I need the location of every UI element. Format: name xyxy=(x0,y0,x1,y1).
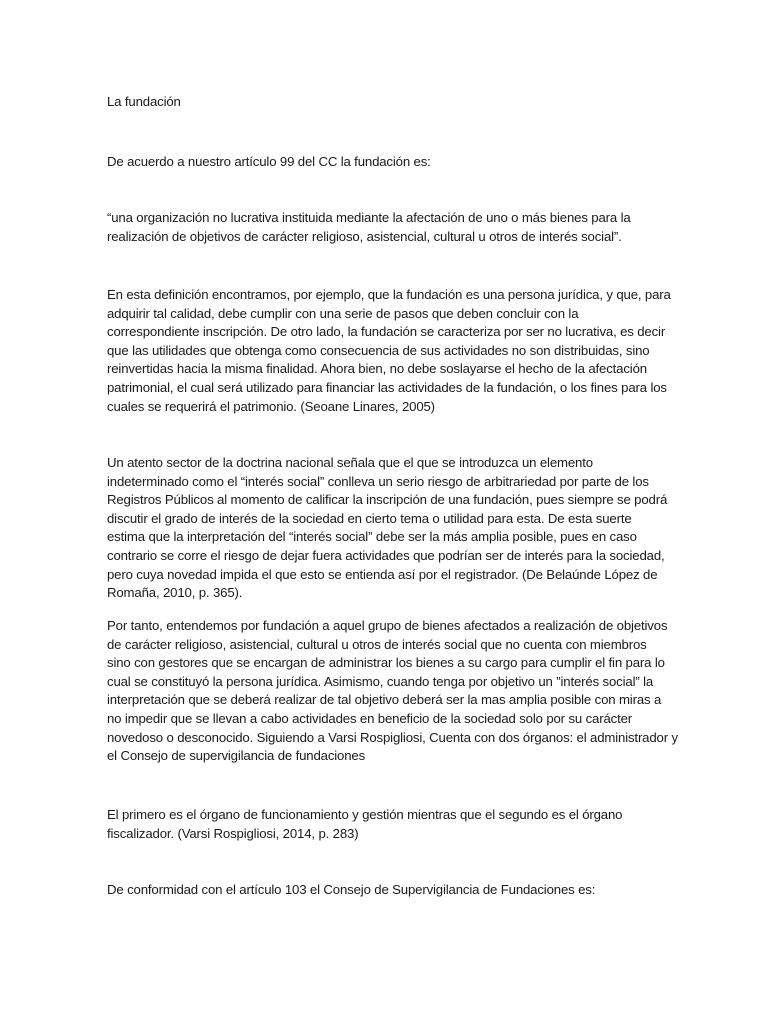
paragraph-quote-definition xyxy=(107,209,663,246)
text-line: reinvertidas hacia la misma finalidad. Ahora bien, no debe soslayarse el hecho de la afectación xyxy=(107,361,647,377)
text-line: De acuerdo a nuestro artículo 99 del CC la fundación es: xyxy=(107,154,431,169)
text-line: Un atento sector de la doctrina nacional señala que el que se introduzca un elemento xyxy=(107,455,593,470)
text-line: de carácter religioso, asistencial, cultural u otros de interés social que no cuenta con miembros xyxy=(107,636,647,652)
text-line: sino con gestores que se encargan de administrar los bienes a su cargo para cumplir el fin para lo xyxy=(107,655,665,671)
paragraph-definition-analysis xyxy=(107,286,671,416)
text-line: indeterminado como el “interés social” conlleva un serio riesgo de arbitrariedad por parte de los xyxy=(107,473,649,489)
text-line: De conformidad con el artículo 103 el Consejo de Supervigilancia de Fundaciones es: xyxy=(107,882,596,897)
text-line: no impedir que se llevan a cabo actividades en beneficio de la sociedad solo por su carácter xyxy=(107,710,633,726)
text-line: correspondiente inscripción. De otro lado, la fundación se caracteriza por ser no lucrativa, es decir xyxy=(107,324,666,340)
text-line: cual se constituyó la persona jurídica. Asimismo, cuando tenga por objetivo un ”interés social” la xyxy=(107,673,654,689)
text-line: contrario se corre el riesgo de dejar fuera actividades que podrían ser de interés para la sociedad, xyxy=(107,547,665,563)
text-line: discutir el grado de interés de la sociedad en cierto tema o utilidad para esta. De esta suerte xyxy=(107,510,632,526)
paragraph-intro xyxy=(107,153,663,172)
text-line: novedoso o desconocido. Siguiendo a Varsi Rospigliosi, Cuenta con dos órganos: el administrador y xyxy=(107,729,678,745)
text-line: fiscalizador. (Varsi Rospigliosi, 2014, p. 283) xyxy=(107,825,359,841)
paragraph-conclusion xyxy=(107,617,678,766)
text-line: “una organización no lucrativa instituida mediante la afectación de uno o más bienes para la xyxy=(107,210,631,225)
text-line: que las utilidades que obtenga como consecuencia de sus actividades no son distribuidas, sino xyxy=(107,342,650,358)
text-line: Romaña, 2010, p. 365). xyxy=(107,585,243,601)
paragraph-article-103 xyxy=(107,881,663,900)
text-line: cuales se requerirá el patrimonio. (Seoane Linares, 2005) xyxy=(107,398,435,414)
text-line: adquirir tal calidad, debe cumplir con una serie de pasos que deben concluir con la xyxy=(107,305,579,321)
text-line: En esta definición encontramos, por ejemplo, que la fundación es una persona jurídica, y que, para xyxy=(107,287,671,302)
text-line: La fundación xyxy=(107,94,181,109)
text-line: Registros Públicos al momento de calificar la inscripción de una fundación, pues siempre se podrá xyxy=(107,492,668,508)
text-line: Por tanto, entendemos por fundación a aquel grupo de bienes afectados a realización de objetivos xyxy=(107,618,668,633)
text-line: pero cuya novedad impida el que esto se entienda así por el registrador. (De Belaúnde López de xyxy=(107,566,658,582)
text-line: estima que la interpretación del “interés social” debe ser la más amplia posible, pues en caso xyxy=(107,529,637,545)
text-line: interpretación que se deberá realizar de tal objetivo deberá ser la mas amplia posible con miras a xyxy=(107,692,662,708)
paragraph-doctrine xyxy=(107,454,668,603)
text-line: El primero es el órgano de funcionamiento y gestión mientras que el segundo es el órgano xyxy=(107,807,623,822)
text-line: el Consejo de supervigilancia de fundaciones xyxy=(107,748,366,764)
text-line: patrimonial, el cual será utilizado para financiar las actividades de la fundación, o los fines para los xyxy=(107,379,667,395)
document-title xyxy=(107,93,663,112)
text-line: realización de objetivos de carácter religioso, asistencial, cultural u otros de interés social”. xyxy=(107,228,622,244)
paragraph-organs xyxy=(107,806,663,843)
